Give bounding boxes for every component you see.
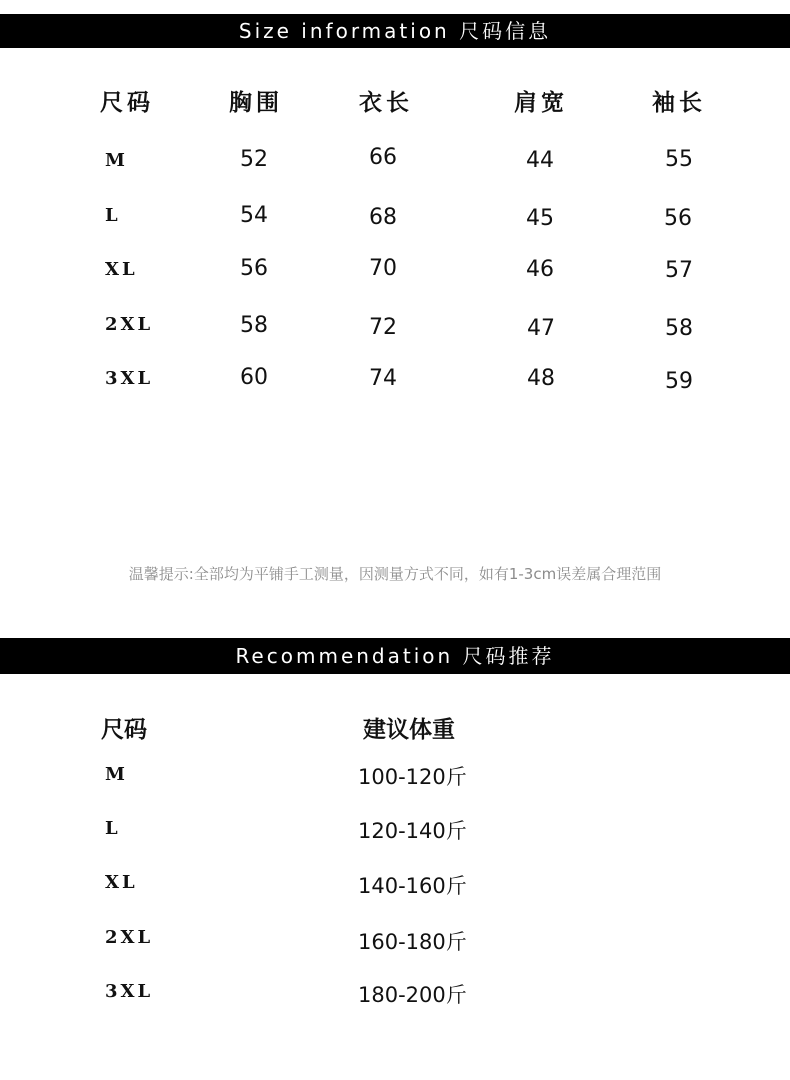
header-recommended-weight: 建议体重 [363,717,455,743]
weight-value: 160-180斤 [358,930,467,954]
length-value: 72 [369,315,397,340]
length-value: 74 [369,366,397,391]
chest-value: 54 [240,203,268,228]
size-label: 3XL [105,368,154,389]
size-label: M [105,764,128,785]
length-value: 66 [369,145,397,170]
recommendation-banner: Recommendation 尺码推荐 [0,638,790,674]
length-value: 70 [369,256,397,281]
chest-value: 52 [240,147,268,172]
sleeve-value: 59 [665,369,693,394]
shoulder-value: 44 [526,148,554,173]
weight-value: 180-200斤 [358,983,467,1007]
weight-value: 120-140斤 [358,819,467,843]
size-label: 2XL [105,314,154,335]
size-label: L [105,818,121,839]
size-label: XL [105,259,138,280]
measurement-hint: 温馨提示:全部均为平铺手工测量，因测量方式不同，如有1-3cm误差属合理范围 [128,565,662,583]
header-size: 尺码 [101,717,147,743]
shoulder-value: 46 [526,257,554,282]
chest-value: 60 [240,365,268,390]
weight-value: 140-160斤 [358,874,467,898]
chest-value: 56 [240,256,268,281]
weight-value: 100-120斤 [358,765,467,789]
size-label: 2XL [105,927,154,948]
shoulder-value: 47 [527,316,555,341]
sleeve-value: 58 [665,316,693,341]
header-chest: 胸围 [229,90,283,116]
sleeve-value: 57 [665,258,693,283]
size-label: M [105,150,128,171]
size-information-banner: Size information 尺码信息 [0,14,790,48]
shoulder-value: 45 [526,206,554,231]
size-label: XL [105,872,138,893]
sleeve-value: 55 [665,147,693,172]
header-size: 尺码 [100,90,154,116]
header-length: 衣长 [359,90,413,116]
length-value: 68 [369,205,397,230]
shoulder-value: 48 [527,366,555,391]
header-sleeve: 袖长 [652,90,706,116]
header-shoulder: 肩宽 [514,90,568,116]
size-label: 3XL [105,981,154,1002]
sleeve-value: 56 [664,206,692,231]
size-label: L [105,205,121,226]
chest-value: 58 [240,313,268,338]
